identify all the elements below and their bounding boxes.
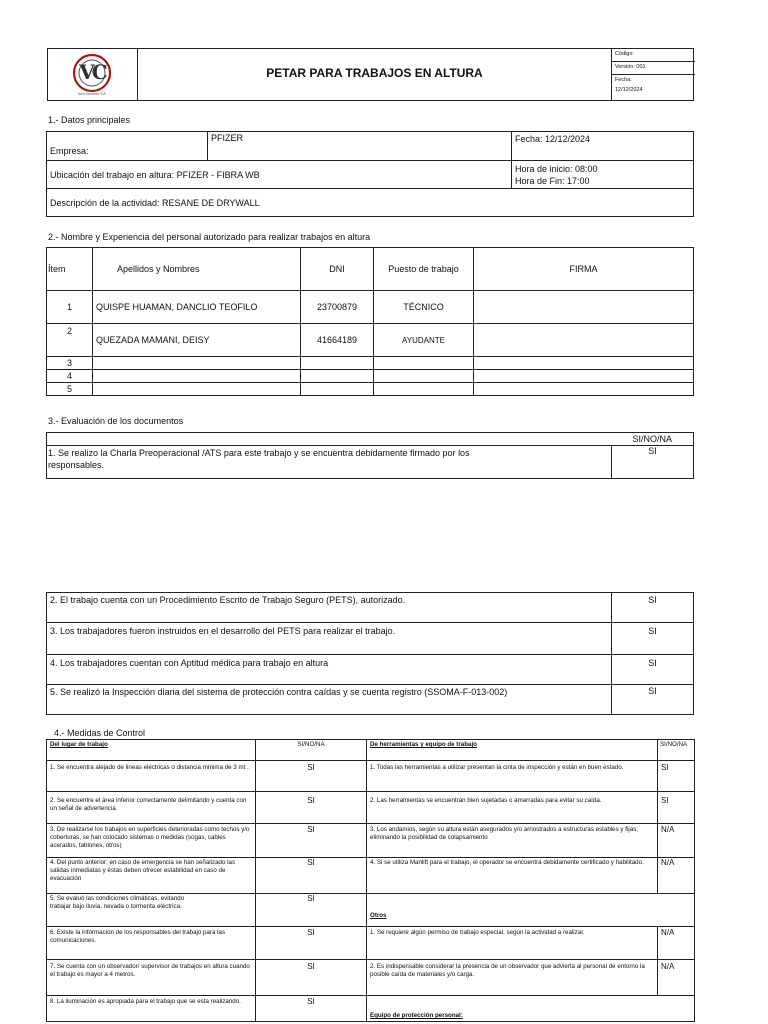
herramienta-item-value: SI	[658, 761, 695, 792]
row-puesto	[374, 357, 474, 370]
section3-title: 3.- Evaluación de los documentos	[48, 416, 184, 426]
personal-table	[46, 247, 694, 396]
otros-label: Otros	[370, 912, 387, 919]
row-firma	[474, 370, 694, 383]
lugar-item-text: 3. De realizarse los trabajos en superficies deterioradas como techos y/o coberturas, se han colocado sistemas o medidas (sogas, cables acerados, tablones, otros)	[47, 824, 256, 858]
otros-item-text: 2. Es indispensable considerar la presencia de un observador que advierta al personal de entorno la posible caída de materiales y/o carga.	[367, 960, 658, 996]
hora-inicio: Hora de inicio: 08:00	[515, 163, 598, 174]
hora-fin: Hora de Fin: 17:00	[515, 175, 590, 186]
doc-row	[47, 623, 694, 655]
section2-title: 2.- Nombre y Experiencia del personal autorizado para realizar trabajos en altura	[48, 232, 371, 242]
codigo-label: Código:	[615, 51, 634, 57]
lugar-item-value: SI	[256, 761, 367, 792]
epp-label: Equipo de protección personal:	[370, 1012, 463, 1019]
control-row	[47, 996, 695, 1022]
col-firma: FIRMA	[474, 248, 694, 291]
lugar-col-header: SI/NO/NA	[256, 740, 367, 761]
doc-item-text: 5. Se realizó la Inspección diaria del sistema de protección contra caídas y se cuenta registro (SSOMA-F-013-002)	[47, 685, 612, 715]
row-name	[93, 370, 301, 383]
lugar-item-text: 6. Existe la información de los responsables del trabajo para las comunicaciones.	[47, 927, 256, 960]
logo-text: VC	[79, 60, 105, 84]
row-item: 3	[47, 357, 93, 370]
doc-item-text: 3. Los trabajadores fueron instruidos en el desarrollo del PETS para realizar el trabajo.	[47, 623, 612, 655]
datos-principales-table	[46, 131, 694, 217]
doc-header-blank	[47, 433, 612, 446]
lugar-item-text: 4. Del punto anterior; en caso de emergencia se han señalizado las salidas inmediatas y éstas deben ofrecer estabilidad en caso de evacuación	[47, 858, 256, 894]
control-row	[47, 960, 695, 996]
version-label: Versión: 001	[615, 64, 646, 70]
doc-row	[47, 685, 694, 715]
lugar-item-value: SI	[256, 927, 367, 960]
fecha-cell: Fecha: 12/12/2024	[512, 132, 694, 161]
herramienta-item-text: 4. Si se utiliza Manlift para el trabajo, el operador se encuentra debidamente certificado y habilitado.	[367, 858, 658, 894]
otros-label-cell	[367, 894, 695, 927]
col-dni: DNI	[301, 248, 374, 291]
lugar-item-value: SI	[256, 792, 367, 824]
doc-row	[47, 446, 694, 479]
fecha-value: 12/12/2024	[615, 87, 643, 93]
doc-item-text: 1. Se realizo la Charla Preoperacional /ATS para este trabajo y se encuentra debidamente firmado por los responsables.	[47, 446, 612, 479]
table-row	[47, 291, 694, 324]
table-row	[47, 370, 694, 383]
lugar-item-value: SI	[256, 960, 367, 996]
col-puesto: Puesto de trabajo	[374, 248, 474, 291]
lugar-item-value: SI	[256, 996, 367, 1022]
doc-item-value: SI	[612, 623, 694, 655]
row-puesto: TÉCNICO	[374, 291, 474, 324]
row-dni	[301, 383, 374, 396]
doc-col-header: SI/NO/NA	[612, 433, 694, 446]
control-row	[47, 927, 695, 960]
medidas-control-table	[46, 739, 695, 1022]
table-row	[47, 357, 694, 370]
row-item: 4	[47, 370, 93, 383]
herramienta-item-value: N/A	[658, 858, 695, 894]
lugar-item-text: 2. Se encuentre el área inferior correctamente delimitando y cuenta con un señal de advertencia.	[47, 792, 256, 824]
logo-cell	[47, 48, 138, 101]
herramienta-item-text: 3. Los andamios, según su altura están asegurados y/o arriostrados a estructuras estables y fijas, eliminando la posibilidad de colapsamiento	[367, 824, 658, 858]
documentos-table-part1	[46, 432, 694, 479]
row-dni	[301, 370, 374, 383]
header-meta	[611, 48, 694, 101]
control-row	[47, 824, 695, 858]
lugar-item-text: 7. Se cuenta con un observador/ supervisor de trabajos en altura cuando el trabajo es mayor a 4 metros.	[47, 960, 256, 996]
table-row	[47, 383, 694, 396]
empresa-value: PFIZER	[208, 132, 512, 161]
row-dni: 41664189	[301, 324, 374, 357]
row-puesto	[374, 370, 474, 383]
row-item: 5	[47, 383, 93, 396]
row-puesto	[374, 383, 474, 396]
col-nombres: Apellidos y Nombres	[93, 248, 301, 291]
descripcion-cell: Descripción de la actividad: RESANE DE DRYWALL	[47, 189, 694, 217]
herramienta-item-value: SI	[658, 792, 695, 824]
fecha-label: Fecha:	[615, 77, 632, 83]
control-row	[47, 792, 695, 824]
doc-item-value: SI	[612, 655, 694, 685]
herramienta-item-value: N/A	[658, 824, 695, 858]
lugar-item-text: 8. La iluminación es apropiada para el trabajo que se esta realizando.	[47, 996, 256, 1022]
row-name: QUISPE HUAMAN, DANCLIO TEOFILO	[93, 291, 301, 324]
lugar-item-value: SI	[256, 858, 367, 894]
ubicacion-cell: Ubicación del trabajo en altura: PFIZER - FIBRA WB	[47, 161, 512, 189]
row-dni	[301, 357, 374, 370]
row-item: 2	[47, 324, 93, 357]
row-name	[93, 383, 301, 396]
doc-item-text: 2. El trabajo cuenta con un Procedimiento Escrito de Trabajo Seguro (PETS), autorizado.	[47, 593, 612, 623]
row-name: QUEZADA MAMANI, DEISY	[93, 324, 301, 357]
lugar-header: Del lugar de trabajo	[47, 740, 256, 761]
control-row	[47, 894, 695, 927]
doc-item-text: 4. Los trabajadores cuentan con Aptitud médica para trabajo en altura	[47, 655, 612, 685]
row-firma	[474, 291, 694, 324]
otros-item-text: 1. Se requiere algún permiso de trabajo especial, según la actividad a realizar.	[367, 927, 658, 960]
doc-row	[47, 593, 694, 623]
meta-divider	[612, 61, 695, 62]
herramientas-header: De herramientas y equipo de trabajo	[367, 740, 658, 761]
row-firma	[474, 383, 694, 396]
row-item: 1	[47, 291, 93, 324]
lugar-item-value: SI	[256, 824, 367, 858]
lugar-item-text: 5. Se evaluó las condiciones climáticas, evitando trabajar bajo lluvia, nevada o tormenta eléctrica.	[47, 894, 256, 927]
epp-label-cell	[367, 996, 695, 1022]
doc-item-value: SI	[612, 593, 694, 623]
doc-item-value: SI	[612, 446, 694, 479]
row-puesto: AYUDANTE	[374, 324, 474, 357]
horas-cell	[512, 161, 694, 189]
lugar-item-text: 1. Se encuentra alejado de lineas eléctricas o distancia mínima de 3 mt .	[47, 761, 256, 792]
lugar-item-value: SI	[256, 894, 367, 927]
logo-subtext: Tech Services S.A.	[77, 92, 107, 96]
herramienta-item-text: 2. Las herramientas se encuentran bien sujetadas o amarradas para evitar su caída.	[367, 792, 658, 824]
empresa-label: Empresa:	[50, 146, 89, 156]
otros-item-value: N/A	[658, 960, 695, 996]
row-firma	[474, 357, 694, 370]
section1-title: 1.- Datos principales	[48, 115, 131, 125]
doc-row	[47, 655, 694, 685]
row-name	[93, 357, 301, 370]
documentos-table-part2	[46, 592, 694, 715]
herramientas-col-header: SI/NO/NA	[658, 740, 695, 761]
empresa-cell	[47, 132, 208, 161]
doc-item-value: SI	[612, 685, 694, 715]
row-firma	[474, 324, 694, 357]
document-title: PETAR PARA TRABAJOS EN ALTURA	[266, 66, 483, 80]
herramienta-item-text: 1. Todas las herramientas a utilizar presentan la cinta de inspección y están en buen estado.	[367, 761, 658, 792]
row-dni: 23700879	[301, 291, 374, 324]
col-item: Ítem	[47, 248, 93, 291]
table-row	[47, 324, 694, 357]
control-row	[47, 761, 695, 792]
otros-item-value: N/A	[658, 927, 695, 960]
section4-title: 4.- Medidas de Control	[54, 728, 146, 738]
control-row	[47, 858, 695, 894]
meta-divider	[612, 74, 695, 75]
